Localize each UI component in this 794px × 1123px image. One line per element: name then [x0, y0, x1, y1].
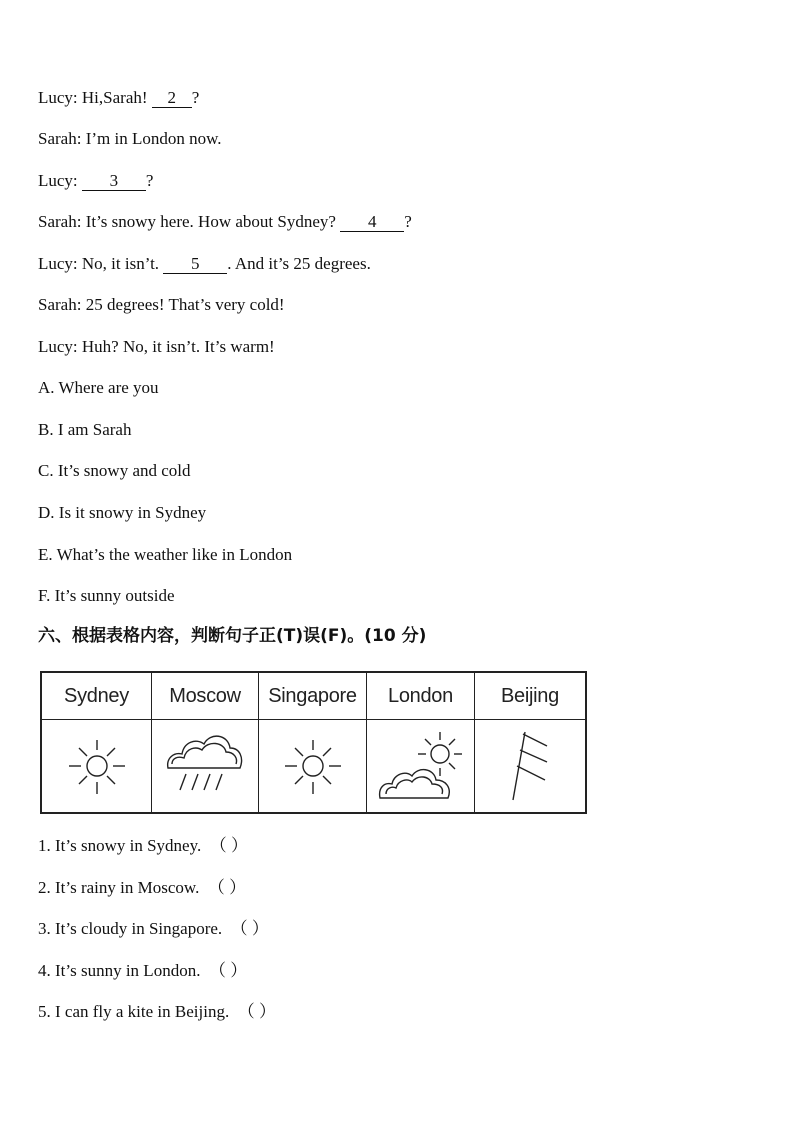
- wind-flag-icon: [495, 726, 565, 806]
- answer-blank-4[interactable]: 4: [340, 213, 404, 232]
- question-5: 5. I can fly a kite in Beijing. （ ）: [38, 1002, 276, 1021]
- option-d: D. Is it snowy in Sydney: [38, 503, 207, 522]
- weather-table: [40, 671, 587, 814]
- option-a: A. Where are you: [38, 378, 159, 397]
- option-c: C. It’s snowy and cold: [38, 461, 191, 480]
- london-weather-cell: [367, 720, 475, 814]
- sun-icon: [283, 728, 343, 804]
- answer-paren-2[interactable]: （ ）: [207, 878, 247, 897]
- answer-blank-5[interactable]: 5: [163, 255, 227, 274]
- answer-paren-4[interactable]: （ ）: [208, 961, 248, 980]
- section-6-title: 六、根据表格内容，判断句子正(T)误(F)。(10 分): [38, 626, 427, 646]
- question-1: 1. It’s snowy in Sydney. （ ）: [38, 836, 248, 855]
- question-4: 4. It’s sunny in London. （ ）: [38, 961, 248, 980]
- dialogue-line-4: Sarah: It’s snowy here. How about Sydney? 4 ?: [38, 212, 412, 231]
- answer-paren-5[interactable]: （ ）: [237, 1002, 276, 1021]
- city-london: London: [367, 672, 475, 720]
- question-3: 3. It’s cloudy in Singapore. （ ）: [38, 919, 269, 938]
- table-header-row: [41, 672, 586, 720]
- question-2: 2. It’s rainy in Moscow. （ ）: [38, 878, 247, 897]
- answer-blank-3[interactable]: 3: [82, 172, 146, 191]
- moscow-weather-cell: [152, 720, 259, 814]
- sydney-weather-cell: [41, 720, 152, 814]
- table-icon-row: [41, 720, 586, 814]
- answer-paren-3[interactable]: （ ）: [230, 919, 269, 938]
- answer-paren-1[interactable]: （ ）: [209, 836, 248, 855]
- answer-blank-2[interactable]: 2: [152, 89, 192, 108]
- dialogue-line-6: Sarah: 25 degrees! That’s very cold!: [38, 295, 285, 314]
- city-beijing: Beijing: [475, 672, 587, 720]
- option-f: F. It’s sunny outside: [38, 586, 175, 605]
- dialogue-line-2: Sarah: I’m in London now.: [38, 129, 222, 148]
- dialogue-line-5: Lucy: No, it isn’t. 5 . And it’s 25 degrees.: [38, 254, 371, 273]
- sun-icon: [67, 728, 127, 804]
- singapore-weather-cell: [259, 720, 367, 814]
- option-e: E. What’s the weather like in London: [38, 545, 293, 564]
- city-moscow: Moscow: [152, 672, 259, 720]
- dialogue-line-3: Lucy: 3 ?: [38, 171, 154, 190]
- cloud-rain-icon: [164, 726, 246, 806]
- city-singapore: Singapore: [259, 672, 367, 720]
- dialogue-line-1: Lucy: Hi,Sarah! 2 ?: [38, 88, 200, 107]
- option-b: B. I am Sarah: [38, 420, 132, 439]
- city-sydney: Sydney: [41, 672, 152, 720]
- cloud-sun-icon: [376, 726, 466, 806]
- dialogue-line-7: Lucy: Huh? No, it isn’t. It’s warm!: [38, 337, 275, 356]
- beijing-weather-cell: [475, 720, 587, 814]
